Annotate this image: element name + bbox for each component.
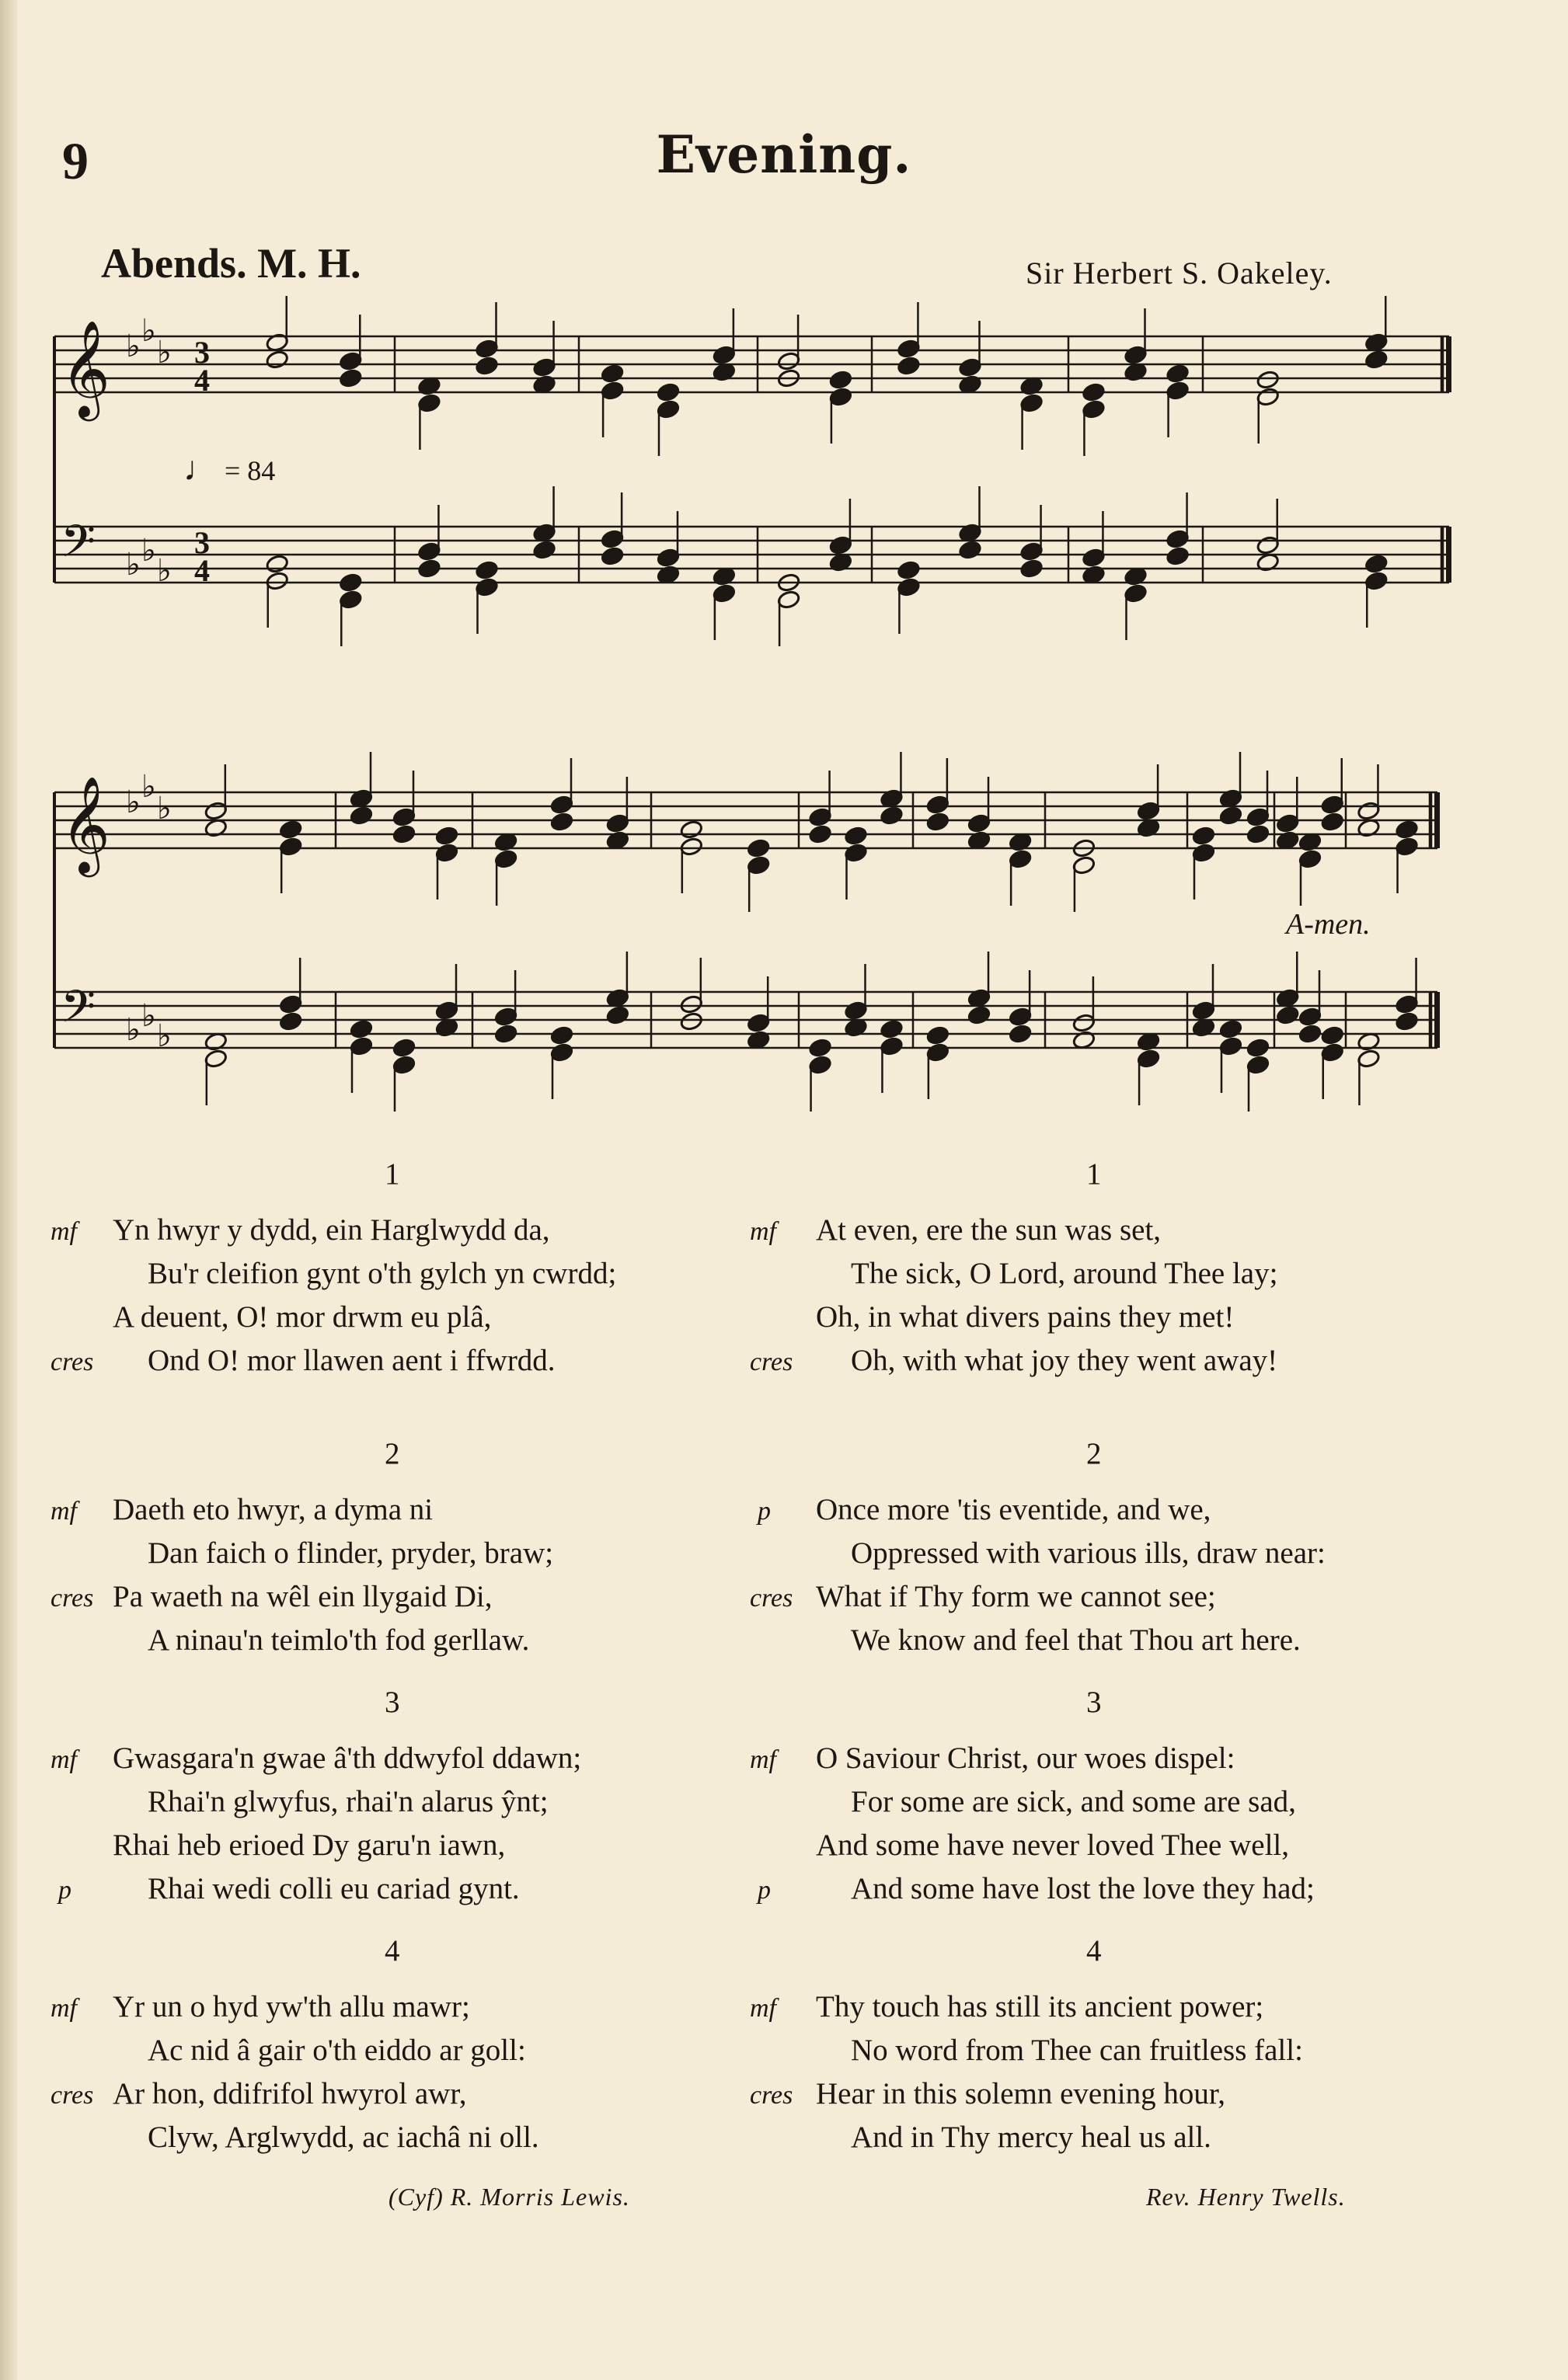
verse-text: And in Thy mercy heal us all.	[851, 2121, 1211, 2154]
quarter-note	[475, 356, 499, 376]
half-note	[1256, 387, 1280, 407]
half-note	[265, 350, 289, 370]
treble-clef-icon: 𝄞	[61, 320, 110, 417]
quarter-note	[435, 843, 459, 863]
quarter-note	[417, 541, 441, 562]
verse-text: And some have lost the love they had;	[851, 1872, 1315, 1905]
verse-text: Yr un o hyd yw'th allu mawr;	[113, 1990, 470, 2023]
quarter-note	[339, 590, 363, 610]
half-note	[1256, 535, 1280, 555]
half-note	[1357, 1049, 1381, 1069]
quarter-note	[1246, 824, 1270, 844]
quarter-note	[392, 1055, 416, 1075]
quarter-note	[1364, 554, 1389, 574]
quarter-note	[494, 1007, 518, 1027]
quarter-note	[1137, 801, 1161, 821]
quarter-note	[532, 540, 556, 560]
quarter-note	[926, 795, 950, 815]
quarter-note	[1192, 1000, 1216, 1021]
half-note	[265, 571, 289, 591]
verse-number: 4	[1086, 1934, 1102, 1968]
dynamic-marking: p	[758, 1497, 771, 1526]
tempo-marking	[183, 449, 275, 489]
quarter-note	[844, 826, 868, 846]
quarter-note	[606, 1005, 630, 1025]
quarter-note	[1019, 541, 1044, 562]
quarter-note	[808, 1038, 832, 1058]
quarter-note	[392, 1038, 416, 1058]
quarter-note	[1166, 381, 1190, 401]
dynamic-marking: mf	[750, 1745, 776, 1774]
quarter-note	[1276, 1005, 1300, 1025]
flat-icon: ♭	[126, 329, 141, 364]
quarter-note	[417, 558, 441, 579]
verse-text: We know and feel that Thou art here.	[851, 1623, 1301, 1657]
half-note	[204, 801, 228, 821]
quarter-note	[1124, 583, 1148, 604]
quarter-note	[926, 812, 950, 832]
quarter-note	[1276, 813, 1300, 833]
dynamic-marking: cres	[51, 1348, 94, 1376]
half-note	[680, 819, 704, 840]
quarter-note	[967, 813, 991, 833]
verse-text: Oh, in what divers pains they met!	[816, 1300, 1235, 1334]
final-barline	[1446, 527, 1451, 583]
quarter-note	[417, 393, 441, 413]
quarter-note	[897, 356, 921, 376]
page-title: Evening.	[656, 124, 912, 185]
quarter-note	[532, 357, 556, 378]
quarter-note	[475, 339, 499, 359]
verse-number: 3	[385, 1686, 400, 1719]
flat-icon: ♭	[126, 547, 141, 583]
verse-number: 2	[1086, 1437, 1102, 1470]
quarter-note	[844, 843, 868, 863]
quarter-note	[279, 994, 303, 1014]
dynamic-marking: cres	[750, 1348, 793, 1376]
dynamic-marking: mf	[51, 1994, 77, 2023]
verse-text: Rhai heb erioed Dy garu'n iawn,	[113, 1828, 506, 1862]
quarter-note	[713, 583, 737, 604]
half-note	[1072, 1013, 1096, 1033]
quarter-note	[1395, 994, 1419, 1014]
quarter-note	[880, 806, 904, 826]
dynamic-marking: p	[58, 1876, 71, 1905]
verse-text: A ninau'n teimlo'th fod gerllaw.	[148, 1623, 530, 1657]
quarter-note	[392, 824, 416, 844]
half-note	[680, 837, 704, 857]
quarter-note	[1019, 558, 1044, 579]
quarter-note	[1219, 806, 1243, 826]
quarter-note	[1219, 1019, 1243, 1039]
verse-number: 2	[385, 1437, 400, 1470]
time-signature-bottom: 4	[194, 553, 210, 588]
amen-label: A-men.	[1286, 908, 1371, 941]
quarter-note	[897, 577, 921, 597]
quarter-note	[1364, 350, 1389, 370]
tune-name: Abends. M. H.	[101, 240, 361, 287]
verse-text: Gwasgara'n gwae â'th ddwyfol ddawn;	[113, 1742, 582, 1775]
quarter-note	[1395, 1011, 1419, 1032]
quarter-note	[339, 572, 363, 593]
quarter-note	[1320, 1042, 1344, 1063]
quarter-note	[897, 560, 921, 580]
quarter-note	[713, 345, 737, 365]
quarter-note	[1320, 812, 1344, 832]
time-signature-bottom: 4	[194, 363, 210, 398]
translator-credit: (Cyf) R. Morris Lewis.	[389, 2183, 630, 2211]
tempo-value: = 84	[225, 455, 276, 486]
quarter-note	[1009, 1024, 1033, 1044]
quarter-note	[1298, 849, 1322, 869]
half-note	[1357, 801, 1381, 821]
dynamic-marking: mf	[51, 1497, 77, 1526]
flat-icon: ♭	[157, 553, 172, 589]
quarter-note	[601, 529, 625, 549]
quarter-note	[880, 1019, 904, 1039]
verse-text: Ac nid â gair o'th eiddo ar goll:	[148, 2034, 526, 2067]
verse-text: Daeth eto hwyr, a dyma ni	[113, 1493, 434, 1526]
final-barline	[1434, 992, 1440, 1048]
quarter-note	[601, 364, 625, 384]
quarter-note	[1320, 795, 1344, 815]
quarter-note	[1395, 819, 1419, 840]
verse-number: 1	[1086, 1157, 1102, 1191]
quarter-note	[967, 1005, 991, 1025]
quarter-note	[1246, 1038, 1270, 1058]
quarter-note	[1298, 1024, 1322, 1044]
verse-text: For some are sick, and some are sad,	[851, 1785, 1296, 1818]
quarter-note	[435, 826, 459, 846]
quarter-note	[657, 399, 681, 419]
flat-icon: ♭	[126, 785, 141, 820]
quarter-note	[1166, 546, 1190, 566]
quarter-note	[897, 339, 921, 359]
half-note	[1256, 370, 1280, 390]
flat-icon: ♭	[157, 335, 172, 371]
flat-icon: ♭	[157, 1018, 172, 1054]
verse-text: Dan faich o flinder, pryder, braw;	[148, 1536, 554, 1570]
verse-text: At even, ere the sun was set,	[816, 1213, 1162, 1247]
bass-clef-icon: 𝄢	[61, 980, 96, 1044]
dynamic-marking: cres	[51, 1584, 94, 1613]
quarter-note	[829, 387, 853, 407]
author-credit: Rev. Henry Twells.	[1146, 2183, 1346, 2211]
verse-text: Ar hon, ddifrifol hwyrol awr,	[113, 2077, 467, 2110]
verse-text: Once more 'tis eventide, and we,	[816, 1493, 1211, 1526]
flat-icon: ♭	[157, 791, 172, 826]
quarter-note	[339, 368, 363, 388]
quarter-note	[1137, 1049, 1161, 1069]
flat-icon: ♭	[141, 533, 156, 569]
quarter-note	[747, 1013, 771, 1033]
quarter-note	[339, 351, 363, 371]
quarter-note	[494, 1024, 518, 1044]
quarter-note	[601, 546, 625, 566]
quarter-note	[1298, 1007, 1322, 1027]
half-note	[680, 1011, 704, 1032]
verse-text: Bu'r cleifion gynt o'th gylch yn cwrdd;	[148, 1257, 617, 1290]
verse-number: 1	[385, 1157, 400, 1191]
quarter-note	[1320, 1025, 1344, 1046]
music-score	[0, 0, 1568, 1134]
dynamic-marking: mf	[51, 1217, 77, 1246]
verse-text: Clyw, Arglwydd, ac iachâ ni oll.	[148, 2121, 539, 2154]
verse-number: 4	[385, 1934, 400, 1968]
quarter-note	[747, 838, 771, 858]
quarter-note	[606, 813, 630, 833]
verse-text: Oppressed with various ills, draw near:	[851, 1536, 1326, 1570]
dynamic-marking: p	[758, 1876, 771, 1905]
dynamic-marking: cres	[51, 2081, 94, 2110]
half-note	[1072, 855, 1096, 875]
verse-text: O Saviour Christ, our woes dispel:	[816, 1742, 1235, 1775]
quarter-note	[475, 577, 499, 597]
verse-text: Hear in this solemn evening hour,	[816, 2077, 1225, 2110]
verse-number: 3	[1086, 1686, 1102, 1719]
quarter-note-icon: ♩	[183, 450, 218, 488]
half-note	[204, 1049, 228, 1069]
quarter-note	[1009, 1007, 1033, 1027]
quarter-note	[550, 1042, 574, 1063]
quarter-note	[279, 819, 303, 840]
half-note	[777, 351, 801, 371]
quarter-note	[1192, 843, 1216, 863]
half-note	[680, 994, 704, 1014]
quarter-note	[747, 855, 771, 875]
quarter-note	[350, 1036, 374, 1056]
dynamic-marking: mf	[51, 1745, 77, 1774]
quarter-note	[392, 807, 416, 827]
quarter-note	[550, 795, 574, 815]
quarter-note	[550, 812, 574, 832]
quarter-note	[844, 1000, 868, 1021]
quarter-note	[475, 560, 499, 580]
verse-text: Thy touch has still its ancient power;	[816, 1990, 1264, 2023]
treble-clef-icon: 𝄞	[61, 776, 110, 873]
quarter-note	[350, 806, 374, 826]
verse-text: Ond O! mor llawen aent i ffwrdd.	[148, 1344, 556, 1377]
quarter-note	[829, 535, 853, 555]
verse-text: Oh, with what joy they went away!	[851, 1344, 1278, 1377]
verse-text: And some have never loved Thee well,	[816, 1828, 1289, 1862]
quarter-note	[279, 837, 303, 857]
quarter-note	[829, 370, 853, 390]
quarter-note	[1395, 837, 1419, 857]
verse-text: Pa waeth na wêl ein llygaid Di,	[113, 1580, 493, 1613]
quarter-note	[550, 1025, 574, 1046]
verse-text: Rhai wedi colli eu cariad gynt.	[148, 1872, 520, 1905]
half-note	[265, 554, 289, 574]
quarter-note	[958, 357, 982, 378]
page-number: 9	[62, 131, 89, 190]
quarter-note	[1082, 548, 1106, 568]
quarter-note	[1019, 393, 1044, 413]
quarter-note	[435, 1000, 459, 1021]
flat-icon: ♭	[141, 998, 156, 1034]
verse-text: A deuent, O! mor drwm eu plâ,	[113, 1300, 492, 1334]
verse-text: What if Thy form we cannot see;	[816, 1580, 1216, 1613]
half-note	[777, 590, 801, 610]
quarter-note	[958, 540, 982, 560]
quarter-note	[494, 849, 518, 869]
composer-credit: Sir Herbert S. Oakeley.	[1026, 256, 1333, 291]
dynamic-marking: cres	[750, 1584, 793, 1613]
quarter-note	[808, 807, 832, 827]
quarter-note	[279, 1011, 303, 1032]
verse-text: The sick, O Lord, around Thee lay;	[851, 1257, 1278, 1290]
verse-text: Rhai'n glwyfus, rhai'n alarus ŷnt;	[148, 1785, 549, 1818]
quarter-note	[1009, 849, 1033, 869]
flat-icon: ♭	[126, 1012, 141, 1048]
quarter-note	[1124, 345, 1148, 365]
time-signature-top: 3	[194, 525, 210, 560]
quarter-note	[926, 1025, 950, 1046]
quarter-note	[1219, 1036, 1243, 1056]
quarter-note	[1192, 826, 1216, 846]
dynamic-marking: cres	[750, 2081, 793, 2110]
quarter-note	[657, 382, 681, 402]
quarter-note	[350, 1019, 374, 1039]
flat-icon: ♭	[141, 769, 156, 805]
dynamic-marking: mf	[750, 1994, 776, 2023]
quarter-note	[1166, 364, 1190, 384]
quarter-note	[1166, 529, 1190, 549]
quarter-note	[1246, 807, 1270, 827]
quarter-note	[1082, 382, 1106, 402]
quarter-note	[808, 1055, 832, 1075]
final-barline	[1434, 792, 1440, 848]
verse-text: Yn hwyr y dydd, ein Harglwydd da,	[113, 1213, 550, 1247]
quarter-note	[1246, 1055, 1270, 1075]
final-barline	[1446, 336, 1451, 392]
flat-icon: ♭	[141, 313, 156, 349]
quarter-note	[601, 381, 625, 401]
quarter-note	[808, 824, 832, 844]
dynamic-marking: mf	[750, 1217, 776, 1246]
quarter-note	[880, 1036, 904, 1056]
bass-clef-icon: 𝄢	[61, 515, 96, 579]
time-signature-top: 3	[194, 335, 210, 370]
quarter-note	[657, 548, 681, 568]
quarter-note	[1364, 571, 1389, 591]
quarter-note	[1082, 399, 1106, 419]
verse-text: No word from Thee can fruitless fall:	[851, 2034, 1303, 2067]
quarter-note	[926, 1042, 950, 1063]
